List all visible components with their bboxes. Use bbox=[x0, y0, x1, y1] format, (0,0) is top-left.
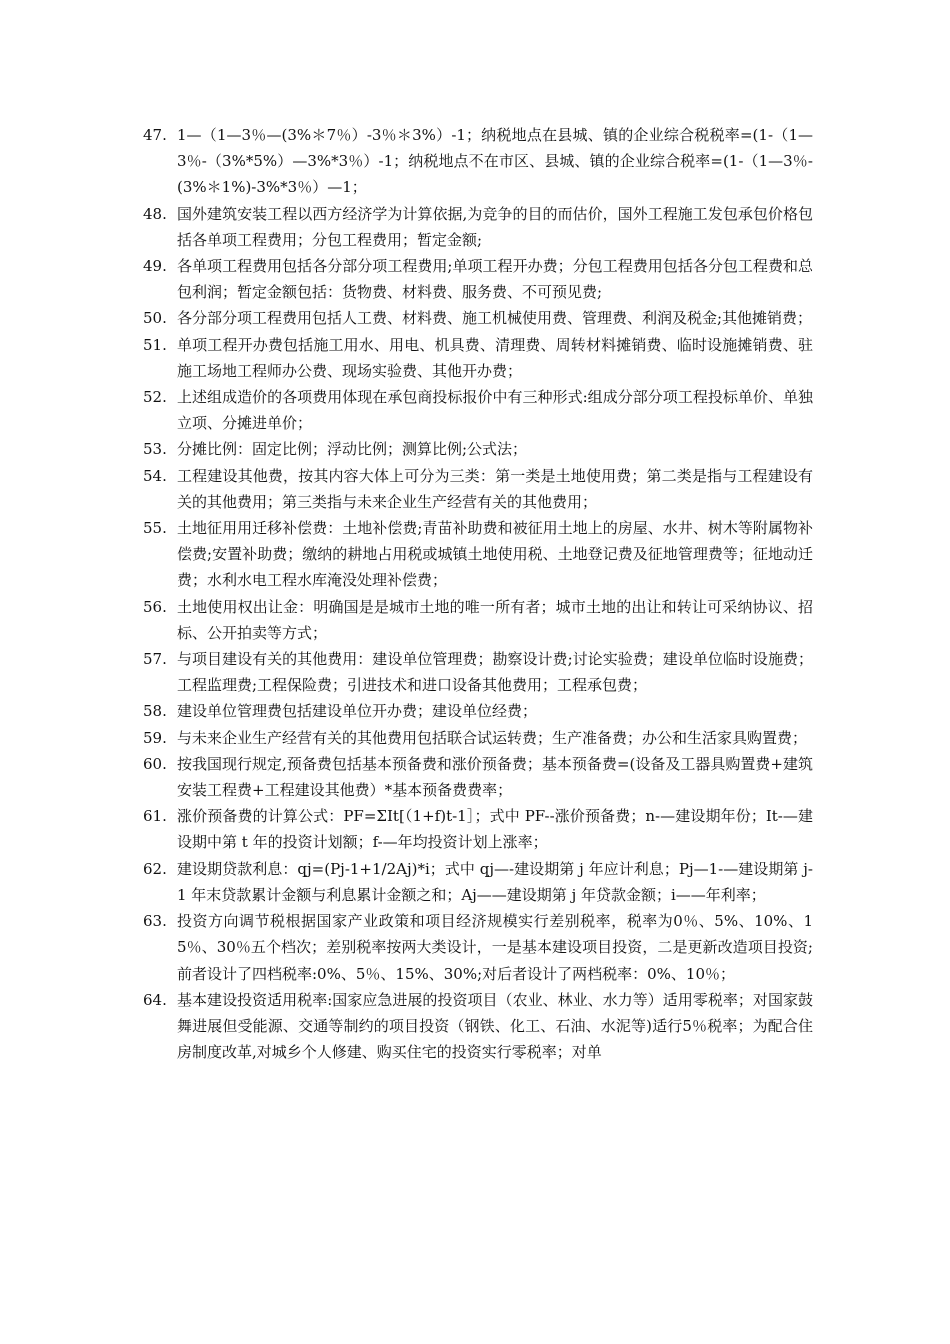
list-item bbox=[143, 908, 813, 987]
item-text: 单项工程开办费包括施工用水、用电、机具费、清理费、周转材料摊销费、临时设施摊销费、驻施工场地工程师办公费、现场实验费、其他开办费； bbox=[177, 335, 813, 380]
item-text: 土地使用权出让金：明确国是是城市土地的唯一所有者；城市土地的出让和转让可采纳协议、招标、公开拍卖等方式； bbox=[177, 597, 813, 642]
list-item bbox=[143, 253, 813, 305]
numbered-list bbox=[143, 122, 813, 1065]
item-text: 建设期贷款利息：qj=(Pj-1+1/2Aj)*i；式中 qj—-建设期第 j 年应计利息；Pj—1-—建设期第 j-1 年末贷款累计金额与利息累计金额之和；Aj——建设期第 j 年贷款金额；i——年利率； bbox=[177, 859, 813, 904]
item-number: 52. bbox=[143, 388, 167, 407]
item-number: 58. bbox=[143, 702, 167, 721]
item-text: 按我国现行规定,预备费包括基本预备费和涨价预备费；基本预备费=(设备及工器具购置费+建筑安装工程费+工程建设其他费）*基本预备费费率； bbox=[177, 754, 813, 800]
item-text: 分摊比例：固定比例；浮动比例；测算比例;公式法； bbox=[177, 440, 528, 459]
item-text: 涨价预备费的计算公式：PF=ΣIt[（1+f)t-1］；式中 PF--涨价预备费；n-—建设期年份；It-—建设期中第 t 年的投资计划额；f-—年均投资计划上涨率； bbox=[177, 807, 813, 852]
item-text: 各分部分项工程费用包括人工费、材料费、施工机械使用费、管理费、利润及税金;其他摊销费； bbox=[177, 309, 813, 328]
item-number: 64. bbox=[143, 990, 167, 1009]
item-number: 63. bbox=[143, 912, 167, 931]
item-text: 与项目建设有关的其他费用：建设单位管理费；勘察设计费;讨论实验费；建设单位临时设施费；工程监理费;工程保险费；引进技术和进口设备其他费用；工程承包费； bbox=[177, 650, 813, 695]
list-item bbox=[143, 856, 813, 908]
list-item bbox=[143, 803, 813, 855]
list-item bbox=[143, 384, 813, 436]
list-item bbox=[143, 646, 813, 698]
item-text: 基本建设投资适用税率:国家应急进展的投资项目（农业、林业、水力等）适用零税率；对国家鼓舞进展但受能源、交通等制约的项目投资（钢铁、化工、石油、水泥等)适行5％税率；为配合住房制度改革,对城乡个人修建、购买住宅的投资实行零税率；对单 bbox=[177, 990, 813, 1062]
item-text: 工程建设其他费，按其内容大体上可分为三类：第一类是土地使用费；第二类是指与工程建设有关的其他费用；第三类指与未来企业生产经营有关的其他费用； bbox=[177, 466, 813, 511]
item-text: 上述组成造价的各项费用体现在承包商投标报价中有三种形式:组成分部分项工程投标单价、单独立项、分摊进单价； bbox=[177, 388, 813, 433]
item-number: 53. bbox=[143, 440, 167, 459]
list-item bbox=[143, 987, 813, 1066]
item-text: 国外建筑安装工程以西方经济学为计算依据,为竞争的目的而估价，国外工程施工发包承包价格包括各单项工程费用；分包工程费用；暂定金额; bbox=[177, 204, 813, 249]
item-number: 47. bbox=[143, 126, 167, 144]
item-number: 49. bbox=[143, 257, 167, 276]
list-item bbox=[143, 201, 813, 253]
list-item bbox=[143, 463, 813, 515]
item-text: 土地征用用迁移补偿费：土地补偿费;青苗补助费和被征用土地上的房屋、水井、树木等附属物补偿费;安置补助费；缴纳的耕地占用税或城镇土地使用税、土地登记费及征地管理费等；征地动迁费；水利水电工程水库淹没处理补偿费； bbox=[177, 519, 813, 590]
list-item bbox=[143, 725, 813, 751]
list-item bbox=[143, 436, 813, 462]
item-number: 50. bbox=[143, 309, 167, 328]
list-item bbox=[143, 698, 813, 724]
item-number: 48. bbox=[143, 204, 167, 223]
list-item bbox=[143, 594, 813, 646]
item-text: 各单项工程费用包括各分部分项工程费用;单项工程开办费；分包工程费用包括各分包工程费和总包利润；暂定金额包括：货物费、材料费、服务费、不可预见费; bbox=[177, 257, 813, 302]
item-number: 61. bbox=[143, 807, 167, 826]
item-number: 60. bbox=[143, 754, 167, 773]
item-number: 51. bbox=[143, 335, 167, 354]
item-text: 投资方向调节税根据国家产业政策和项目经济规模实行差别税率，税率为0％、5%、10%、15％、30％五个档次；差别税率按两大类设计，一是基本建设项目投资，二是更新改造项目投资;前者设计了四档税率:0%、5％、15%、30%;对后者设计了两档税率：0%、10％； bbox=[177, 912, 813, 983]
item-number: 55. bbox=[143, 519, 167, 538]
item-number: 62. bbox=[143, 859, 167, 878]
item-text: 1—（1—3％—(3%＊7％）-3％＊3%）-1；纳税地点在县城、镇的企业综合税税率=(1-（1—3％-（3%*5%）—3%*3％）-1；纳税地点不在市区、县城、镇的企业综合税率=(1-（1—3％-(3%＊1%)-3%*3％）—1； bbox=[177, 126, 813, 197]
item-number: 57. bbox=[143, 650, 167, 669]
list-item bbox=[143, 515, 813, 594]
list-item bbox=[143, 751, 813, 803]
list-item bbox=[143, 332, 813, 384]
item-number: 59. bbox=[143, 728, 167, 747]
list-item bbox=[143, 305, 813, 331]
item-number: 54. bbox=[143, 466, 167, 485]
item-number: 56. bbox=[143, 597, 167, 616]
list-item bbox=[143, 122, 813, 201]
item-text: 建设单位管理费包括建设单位开办费；建设单位经费； bbox=[177, 702, 538, 721]
item-text: 与未来企业生产经营有关的其他费用包括联合试运转费；生产准备费；办公和生活家具购置费； bbox=[177, 728, 808, 747]
